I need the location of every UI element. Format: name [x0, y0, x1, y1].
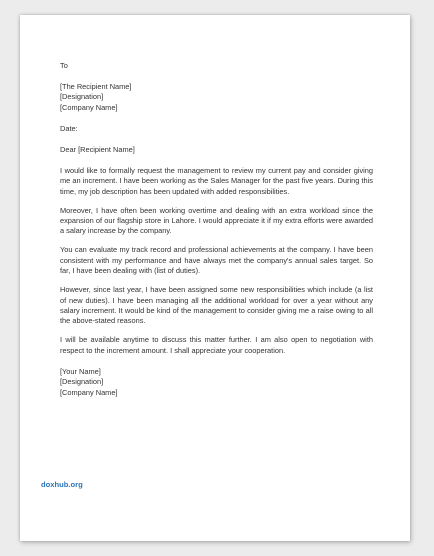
sender-designation: [Designation] [60, 377, 104, 387]
paragraph-1: I would like to formally request the management to review my current pay and consider giving me an increment. I have been working as the Sales Manager for the past five years. During this time, my job description has been updated with added responsibilities. [60, 165, 373, 196]
recipient-name: [The Recipient Name] [60, 82, 132, 91]
to-label: To [60, 61, 68, 70]
date-label: Date: [60, 123, 78, 133]
greeting: Dear [Recipient Name] [60, 144, 135, 154]
paragraph-5: I will be available anytime to discuss this matter further. I am also open to negotiation with respect to the increment amount. I shall appreciate your cooperation. [60, 335, 373, 355]
letter-body [60, 61, 373, 398]
recipient-designation: [Designation] [60, 92, 104, 102]
sender-company: [Company Name] [60, 387, 118, 397]
paragraph-3: You can evaluate my track record and professional achievements at the company. I have been consistent with my performance and have always met the company's annual sales target. So far, I have been dealing with (list of duties). [60, 245, 373, 276]
site-brand: doxhub.org [41, 480, 83, 489]
sender-name: [Your Name] [60, 366, 101, 376]
letter-page [20, 15, 410, 541]
paragraph-2: Moreover, I have often been working overtime and dealing with an extra workload since the expansion of our flagship store in Lahore. I would appreciate it if my extra efforts were awarded a salary increase by the company. [60, 205, 373, 236]
paragraph-4: However, since last year, I have been assigned some new responsibilities which include (a list of new duties). I have been managing all the additional workload for over a year without any salary increment. It would be kind of the management to consider giving me a raise owing to all the above-stated reasons. [60, 285, 373, 326]
recipient-company: [Company Name] [60, 102, 118, 112]
